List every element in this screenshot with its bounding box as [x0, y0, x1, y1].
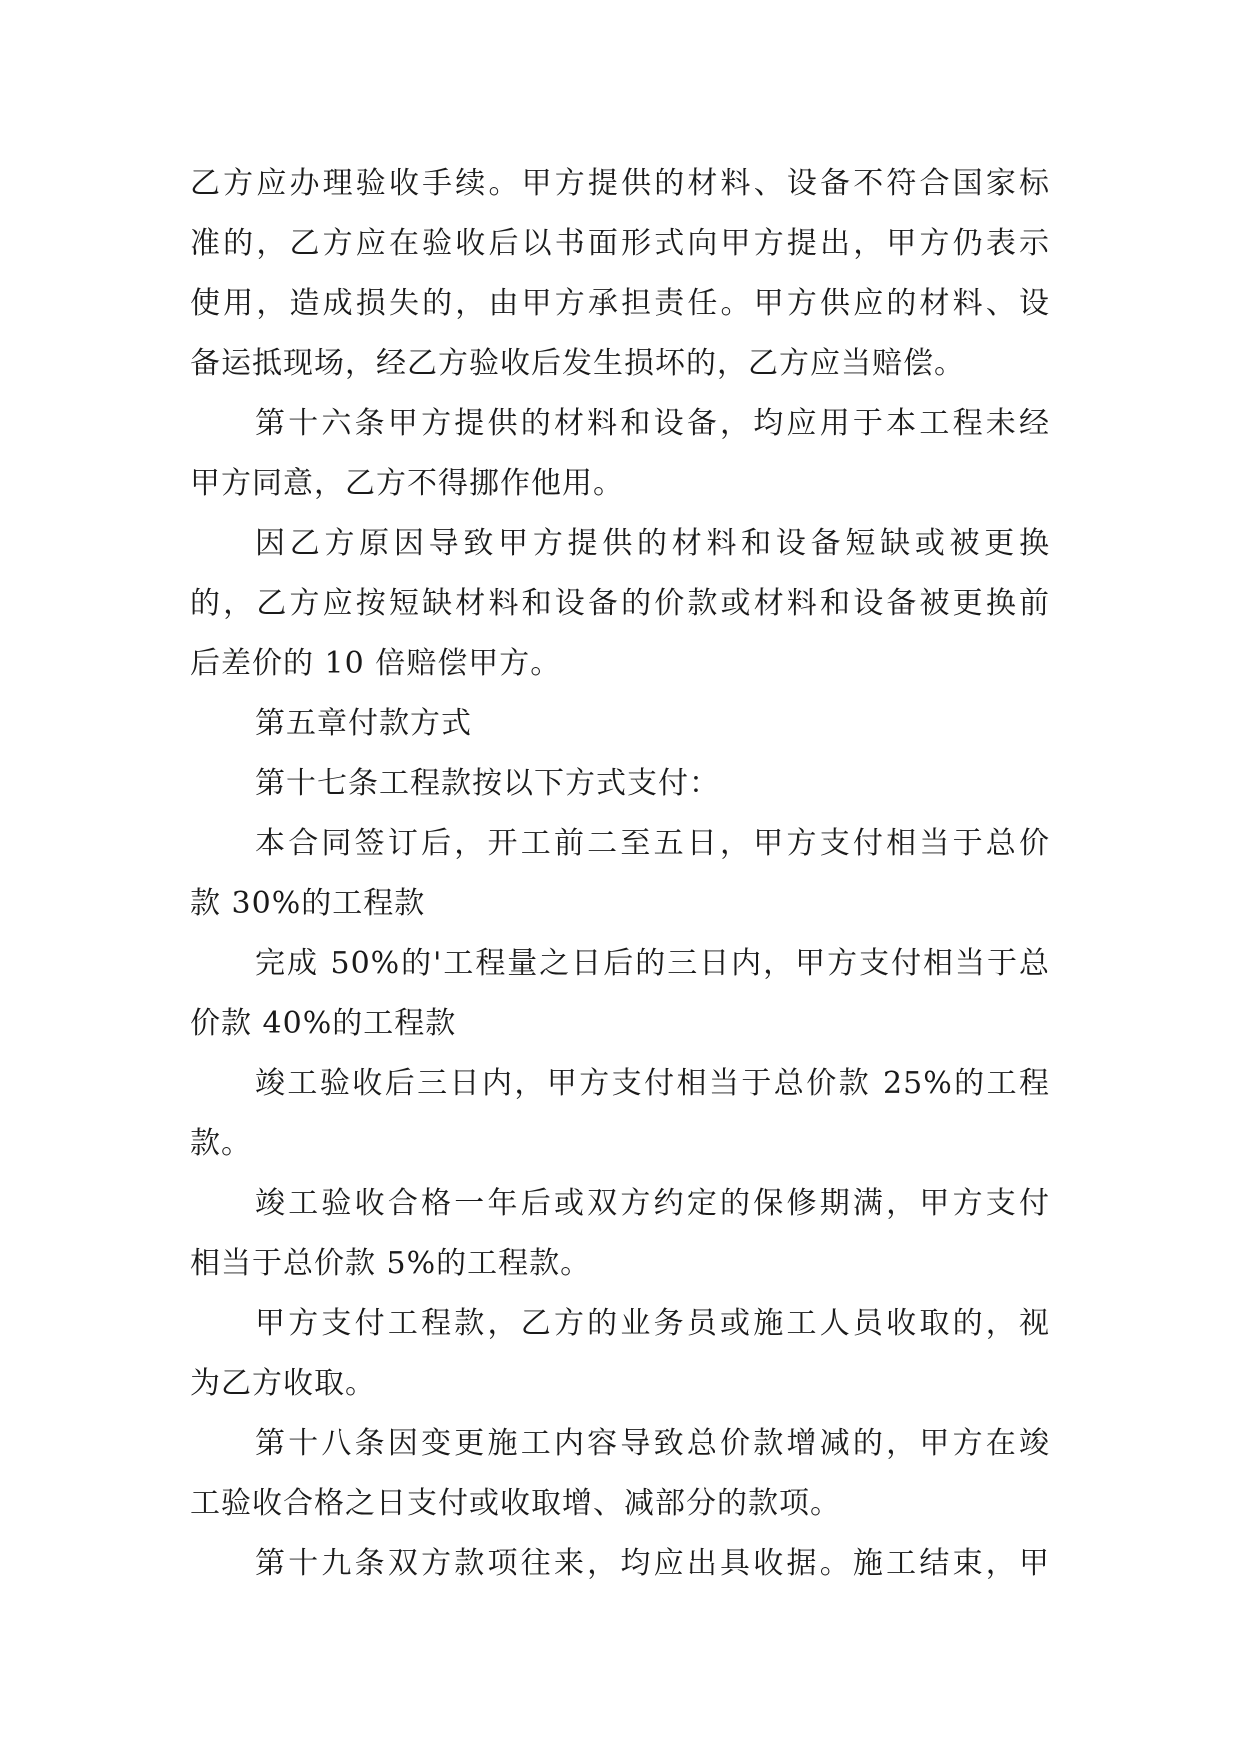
- text-line: 相当于总价款 5%的工程款。: [190, 1246, 592, 1281]
- text-line: 第十六条甲方提供的材料和设备，均应用于本工程未经: [255, 406, 1050, 441]
- text-line: 第十八条因变更施工内容导致总价款增减的，甲方在竣: [255, 1426, 1050, 1461]
- text-line: 乙方应办理验收手续。甲方提供的材料、设备不符合国家标: [190, 166, 1050, 201]
- text-line: 甲方支付工程款，乙方的业务员或施工人员收取的，视: [255, 1306, 1050, 1341]
- text-line: 价款 40%的工程款: [190, 1006, 457, 1041]
- text-line: 第十七条工程款按以下方式支付：: [255, 766, 720, 801]
- text-line: 甲方同意，乙方不得挪作他用。: [190, 466, 624, 501]
- text-line: 使用，造成损失的，由甲方承担责任。甲方供应的材料、设: [190, 286, 1050, 321]
- text-line: 本合同签订后，开工前二至五日，甲方支付相当于总价: [255, 826, 1050, 861]
- text-line: 款。: [190, 1126, 252, 1161]
- text-line: 第十九条双方款项往来，均应出具收据。施工结束，甲: [255, 1546, 1050, 1581]
- text-line: 竣工验收合格一年后或双方约定的保修期满，甲方支付: [255, 1186, 1050, 1221]
- text-line: 款 30%的工程款: [190, 886, 426, 921]
- chapter-heading: 第五章付款方式: [255, 706, 472, 741]
- text-line: 准的，乙方应在验收后以书面形式向甲方提出，甲方仍表示: [190, 226, 1050, 261]
- text-line: 后差价的 10 倍赔偿甲方。: [190, 646, 562, 681]
- text-line: 因乙方原因导致甲方提供的材料和设备短缺或被更换: [255, 526, 1050, 561]
- text-line: 为乙方收取。: [190, 1366, 376, 1401]
- text-line: 竣工验收后三日内，甲方支付相当于总价款 25%的工程: [255, 1066, 1050, 1101]
- text-line: 的，乙方应按短缺材料和设备的价款或材料和设备被更换前: [190, 586, 1050, 621]
- text-line: 备运抵现场，经乙方验收后发生损坏的，乙方应当赔偿。: [190, 346, 965, 381]
- text-line: 工验收合格之日支付或收取增、减部分的款项。: [190, 1486, 841, 1521]
- text-line: 完成 50%的'工程量之日后的三日内，甲方支付相当于总: [255, 946, 1050, 981]
